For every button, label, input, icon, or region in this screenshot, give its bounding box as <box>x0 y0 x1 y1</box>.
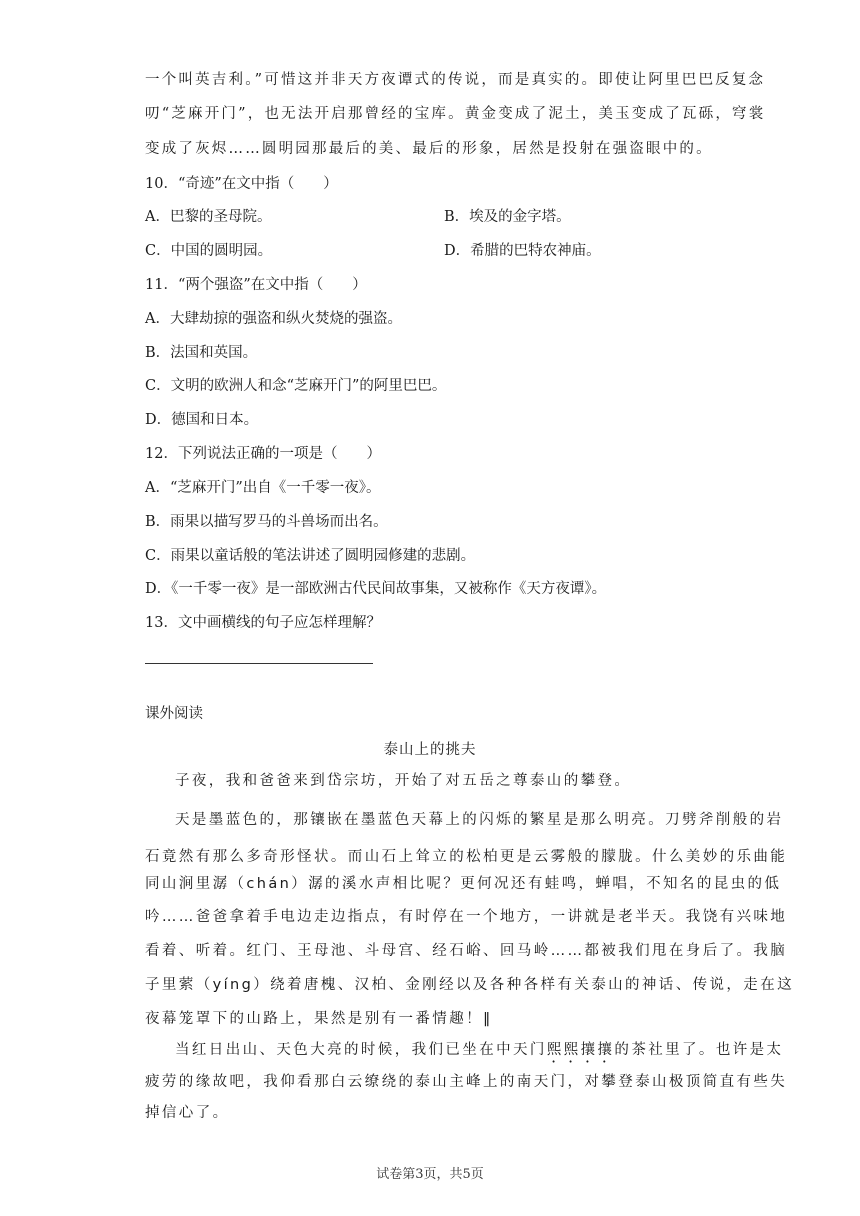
question-12-option-c: C．雨果以童话般的笔法讲述了圆明园修建的悲剧。 <box>145 548 476 564</box>
question-11-option-d: D．德国和日本。 <box>145 412 259 428</box>
question-11-stem: 11．“两个强盗”在文中指（ ） <box>145 277 367 293</box>
article-title: 泰山上的挑夫 <box>383 742 477 758</box>
passage-line-3: 变成了灰烬……圆明园那最后的美、最后的形象，居然是投射在强盗眼中的。 <box>145 141 713 157</box>
article-line-4: 同山涧里潺（chán）潺的溪水声相比呢？更何况还有蛙鸣，蝉唱，不知名的昆虫的低 <box>145 876 782 892</box>
passage-line-1: 一个叫英吉利。”可惜这并非天方夜谭式的传说，而是真实的。即使让阿里巴巴反复念 <box>145 72 766 88</box>
question-10-option-a: A．巴黎的圣母院。 <box>145 209 272 225</box>
article-line-11: 掉信心了。 <box>145 1105 230 1121</box>
question-11-option-b: B．法国和英国。 <box>145 345 258 361</box>
question-12-option-a: A．“芝麻开门”出自《一千零一夜》。 <box>145 480 381 496</box>
section-label: 课外阅读 <box>145 706 203 722</box>
article-line-8: 夜幕笼罩下的山路上，果然是别有一番情趣！‖ <box>145 1011 493 1027</box>
article-line-3: 石竟然有那么多奇形怪状。而山石上耸立的松柏更是云雾般的朦胧。什么美妙的乐曲能 <box>145 849 788 865</box>
article-line-5: 吟……爸爸拿着手电边走边指点，有时停在一个地方，一讲就是老半天。我饶有兴味地 <box>145 909 788 925</box>
article-line-6: 看着、听着。红门、王母池、斗母宫、经石峪、回马岭……都被我们甩在身后了。我脑 <box>145 943 788 959</box>
question-10-stem: 10．“奇迹”在文中指（ ） <box>145 176 338 192</box>
question-12-stem: 12．下列说法正确的一项是（ ） <box>145 446 381 462</box>
article-line-9-start: 当红日出山、天色大亮的时候，我们已坐在中天门 <box>175 1042 547 1058</box>
question-10-option-c: C．中国的圆明园。 <box>145 243 273 259</box>
article-line-1: 子夜，我和爸爸来到岱宗坊，开始了对五岳之尊泰山的攀登。 <box>175 773 632 789</box>
question-12-option-d: D．《一千零一夜》是一部欧洲古代民间故事集，又被称作《天方夜谭》。 <box>145 581 607 597</box>
question-12-option-b: B．雨果以描写罗马的斗兽场而出名。 <box>145 514 388 530</box>
article-line-9 <box>175 1040 783 1066</box>
question-11-option-c: C．文明的欧洲人和念“芝麻开门”的阿里巴巴。 <box>145 378 447 394</box>
passage-line-2: 叨“芝麻开门”，也无法开启那曾经的宝库。黄金变成了泥土，美玉变成了瓦砾，穹裳 <box>145 106 766 122</box>
article-line-9-end: 的茶社里了。也许是太 <box>614 1042 784 1058</box>
article-line-7: 子里萦（yíng）绕着唐槐、汉柏、金刚经以及各种各样有关泰山的神话、传说，走在这 <box>145 977 795 993</box>
answer-blank-line <box>145 663 373 664</box>
dotted-phrase: 熙熙攘攘 <box>546 1042 615 1058</box>
question-10-option-b: B．埃及的金字塔。 <box>444 209 571 225</box>
question-11-option-a: A．大肆劫掠的强盗和纵火焚烧的强盗。 <box>145 311 402 327</box>
article-line-10: 疲劳的缘故吧，我仰看那白云缭绕的泰山主峰上的南天门，对攀登泰山极顶简直有些失 <box>145 1074 788 1090</box>
page-footer: 试卷第3页，共5页 <box>376 1167 484 1182</box>
question-13-stem: 13．文中画横线的句子应怎样理解？ <box>145 615 381 631</box>
question-10-option-d: D．希腊的巴特农神庙。 <box>444 243 601 259</box>
article-line-2: 天是墨蓝色的，那镶嵌在墨蓝色天幕上的闪烁的繁星是那么明亮。刀劈斧削般的岩 <box>175 812 784 828</box>
